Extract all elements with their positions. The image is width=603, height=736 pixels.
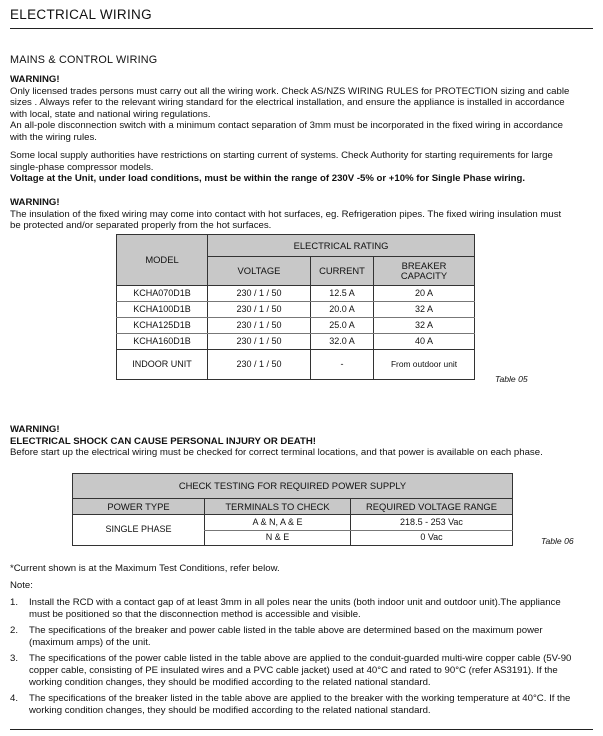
warning-label: WARNING!	[10, 74, 60, 85]
warning-text-line: An all-pole disconnection switch with a minimum contact separation of 3mm must be incorporated in the fixed wiring in accordance	[10, 120, 563, 132]
current-cell: 20.0 A	[311, 302, 374, 318]
warning-text-line: with the wiring rules.	[10, 131, 97, 143]
warning-text-line: sizes . Always refer to the relevant wiring standard for the electrical installation, and ensure the appliance is installed in accordance	[10, 97, 565, 109]
power-supply-check-table	[72, 473, 513, 546]
note-line: (maximum amps) of the unit.	[29, 636, 151, 648]
breaker-cell: 20 A	[374, 286, 475, 302]
breaker-cell: 32 A	[374, 318, 475, 334]
note-line: working condition changes, they should be modified according to the related national standard.	[29, 704, 431, 716]
check-table-title: CHECK TESTING FOR REQUIRED POWER SUPPLY	[73, 474, 513, 499]
notes-list	[10, 597, 595, 721]
breaker-cell: 32 A	[374, 302, 475, 318]
supply-note-block	[10, 150, 593, 185]
terminals-cell: A & N, A & E	[205, 515, 351, 531]
voltage-range-cell: 218.5 - 253 Vac	[351, 515, 513, 531]
electrical-rating-table	[116, 234, 475, 380]
model-cell: KCHA125D1B	[117, 318, 208, 334]
model-header: MODEL	[117, 235, 208, 286]
warning-block-1	[10, 74, 593, 144]
note-line: Install the RCD with a contact gap of at least 3mm in all poles near the units (both indoor unit and outdoor unit).The appliance	[29, 597, 561, 608]
warning-text-line: be protected and/or separated properly from the hot surfaces.	[10, 220, 272, 232]
voltage-range-header: REQUIRED VOLTAGE RANGE	[351, 499, 513, 515]
current-note: *Current shown is at the Maximum Test Conditions, refer below.	[10, 563, 280, 574]
title-divider	[10, 28, 593, 29]
model-cell: INDOOR UNIT	[117, 350, 208, 380]
current-header: CURRENT	[311, 257, 374, 286]
breaker-cell: From outdoor unit	[374, 350, 475, 380]
power-type-cell: SINGLE PHASE	[73, 515, 205, 546]
supply-note-line: Some local supply authorities have restrictions on starting current of systems. Check Authority for starting requirements for large	[10, 150, 553, 161]
voltage-cell: 230 / 1 / 50	[208, 350, 311, 380]
warning-text-line: Before start up the electrical wiring must be checked for correct terminal locations, and that power is available on each phase.	[10, 447, 543, 459]
table-caption: Table 05	[495, 374, 528, 384]
table-row	[117, 302, 475, 318]
shock-warning: ELECTRICAL SHOCK CAN CAUSE PERSONAL INJURY OR DEATH!	[10, 435, 316, 447]
model-cell: KCHA070D1B	[117, 286, 208, 302]
current-cell: 25.0 A	[311, 318, 374, 334]
voltage-cell: 230 / 1 / 50	[208, 286, 311, 302]
note-line: copper cable, consisting of PE insulated wires and a PVC cable jacket) used at 40°C and rated to 90°C (refer AS3191). If the	[29, 664, 558, 676]
voltage-cell: 230 / 1 / 50	[208, 302, 311, 318]
terminals-header: TERMINALS TO CHECK	[205, 499, 351, 515]
footer-divider	[10, 729, 593, 730]
model-cell: KCHA100D1B	[117, 302, 208, 318]
note-line: The specifications of the power cable listed in the table above are applied to the conduit-guarded multi-wire copper cable (5V-90	[29, 653, 572, 665]
note-label: Note:	[10, 580, 33, 591]
voltage-range-cell: 0 Vac	[351, 531, 513, 546]
table-caption: Table 06	[541, 536, 574, 546]
note-number: 3.	[10, 653, 19, 665]
warning-text-line: The insulation of the fixed wiring may come into contact with hot surfaces, eg. Refrigeration pipes. The fixed wiring insulation must	[10, 208, 562, 220]
breaker-header-line: CAPACITY	[400, 270, 448, 281]
section-title: MAINS & CONTROL WIRING	[10, 54, 158, 66]
current-cell: -	[311, 350, 374, 380]
model-cell: KCHA160D1B	[117, 334, 208, 350]
current-cell: 32.0 A	[311, 334, 374, 350]
list-item	[10, 625, 595, 648]
list-item	[10, 693, 595, 716]
note-number: 1.	[10, 597, 19, 608]
table-row	[117, 286, 475, 302]
list-item	[10, 653, 595, 688]
note-line: must be positioned so that the disconnection method is accessible and visible.	[29, 608, 361, 620]
table-row	[73, 515, 513, 531]
table-row	[117, 318, 475, 334]
warning-label: WARNING!	[10, 197, 60, 208]
table-row	[117, 334, 475, 350]
warning-text-line: Only licensed trades persons must carry out all the wiring work. Check AS/NZS WIRING RULES for PROTECTION sizing and cable	[10, 85, 570, 97]
voltage-cell: 230 / 1 / 50	[208, 318, 311, 334]
warning-block-2	[10, 197, 593, 232]
note-line: The specifications of the breaker listed in the table above are applied to the breaker with the working temperature at 40°C. If the	[29, 693, 571, 705]
note-line: The specifications of the breaker and power cable listed in the table above are determined based on the maximum power	[29, 625, 543, 637]
list-item	[10, 597, 595, 620]
page-title: ELECTRICAL WIRING	[10, 7, 152, 22]
warning-text-line: with local, state and national wiring regulations.	[10, 108, 211, 120]
breaker-capacity-header	[374, 257, 475, 286]
table-row	[117, 350, 475, 380]
voltage-header: VOLTAGE	[208, 257, 311, 286]
breaker-cell: 40 A	[374, 334, 475, 350]
warning-label: WARNING!	[10, 424, 60, 435]
note-line: working condition changes, they should be modified according to the related national standard.	[29, 676, 431, 688]
current-cell: 12.5 A	[311, 286, 374, 302]
power-type-header: POWER TYPE	[73, 499, 205, 515]
voltage-cell: 230 / 1 / 50	[208, 334, 311, 350]
voltage-range-note: Voltage at the Unit, under load conditions, must be within the range of 230V -5% or +10% for Single Phase wiring.	[10, 173, 526, 185]
supply-note-line: single-phase compressor models.	[10, 161, 154, 173]
breaker-header-line: BREAKER	[401, 260, 447, 271]
electrical-rating-header: ELECTRICAL RATING	[208, 235, 475, 257]
terminals-cell: N & E	[205, 531, 351, 546]
note-number: 2.	[10, 625, 19, 637]
note-number: 4.	[10, 693, 19, 705]
warning-block-3	[10, 424, 593, 459]
